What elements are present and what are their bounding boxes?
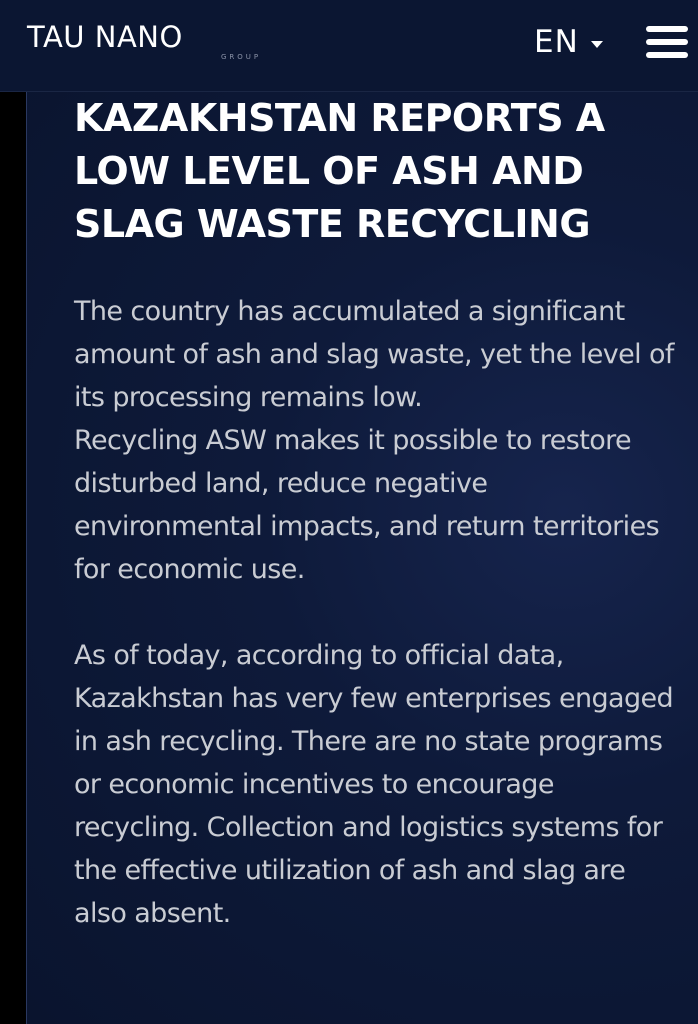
tau-nano-logo[interactable]	[27, 20, 287, 62]
caret-down-icon	[591, 41, 603, 48]
article-body	[74, 290, 674, 935]
site-header	[0, 0, 698, 92]
article-title: KAZAKHSTAN REPORTS A LOW LEVEL OF ASH AND SLAG WASTE RECYCLING	[74, 96, 605, 246]
menu-bar-top	[646, 26, 688, 32]
language-selector[interactable]	[534, 22, 603, 62]
language-label: EN	[534, 24, 579, 60]
article-paragraph-2: Recycling ASW makes it possible to restore disturbed land, reduce negative environmental impacts, and return territories for economic use.	[74, 425, 660, 585]
article-content	[26, 92, 698, 1024]
menu-bar-bottom	[646, 52, 688, 58]
menu-bar-middle	[646, 39, 688, 45]
logo-subtext: GROUP	[221, 53, 262, 61]
article-paragraph-1: The country has accumulated a significant amount of ash and slag waste, yet the level of its processing remains low.	[74, 296, 674, 413]
article-paragraph-3: As of today, according to official data, Kazakhstan has very few enterprises engaged in ash recycling. There are no state programs or economic incentives to encourage recycling. Collection and logistics systems for the effective utilization of ash and slag are also absent.	[74, 640, 674, 929]
hamburger-menu-icon[interactable]	[646, 26, 688, 58]
paragraph-spacer	[74, 591, 674, 634]
logo-text: TAU NANO	[27, 20, 183, 54]
